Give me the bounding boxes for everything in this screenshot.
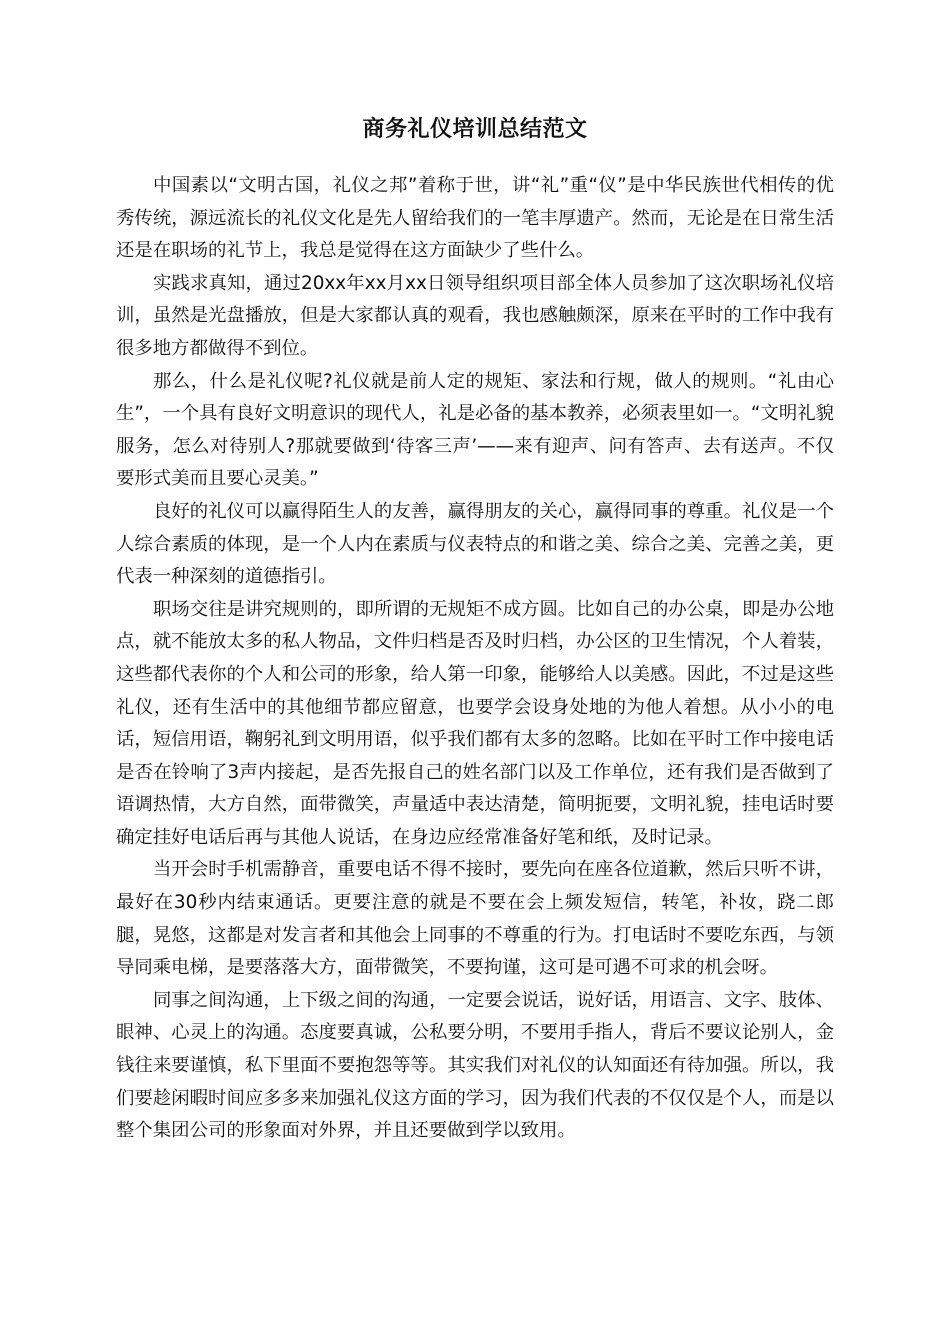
paragraph: 当开会时手机需静音，重要电话不得不接时，要先向在座各位道歉，然后只听不讲，最好在30秒内结束通话。更要注意的就是不要在会上频发短信，转笔，补妆，跷二郎腿，晃悠，这都是对发言者和其他会上同事的不尊重的行为。打电话时不要吃东西，与领导同乘电梯，是要落落大方，面带微笑，不要拘谨，这可是可遇不可求的机会呀。 [116, 859, 834, 979]
paragraph: 同事之间沟通，上下级之间的沟通，一定要会说话，说好话，用语言、文字、肢体、眼神、心灵上的沟通。态度要真诚，公私要分明，不要用手指人，背后不要议论别人，金钱往来要谨慎，私下里面不要抱怨等等。其实我们对礼仪的认知面还有待加强。所以，我们要趁闲暇时间应多多来加强礼仪这方面的学习，因为我们代表的不仅仅是个人，而是以整个集团公司的形象面对外界，并且还要做到学以致用。 [116, 989, 834, 1142]
paragraph: 实践求真知，通过20xx年xx月xx日领导组织项目部全体人员参加了这次职场礼仪培训，虽然是光盘播放，但是大家都认真的观看，我也感触颇深，原来在平时的工作中我有很多地方都做得不到位。 [116, 272, 834, 359]
document-body [116, 170, 834, 1148]
document-title: 商务礼仪培训总结范文 [362, 117, 588, 142]
paragraph: 那么，什么是礼仪呢?礼仪就是前人定的规矩、家法和行规，做人的规则。“礼由心生”，一个具有良好文明意识的现代人，礼是必备的基本教养，必须表里如一。“文明礼貌服务，怎么对待别人?那就要做到‘待客三声’——来有迎声、问有答声、去有送声。不仅要形式美而且要心灵美。” [116, 370, 834, 490]
paragraph: 中国素以“文明古国，礼仪之邦”着称于世，讲“礼”重“仪”是中华民族世代相传的优秀传统，源远流长的礼仪文化是先人留给我们的一笔丰厚遗产。然而，无论是在日常生活还是在职场的礼节上，我总是觉得在这方面缺少了些什么。 [116, 175, 834, 262]
paragraph: 良好的礼仪可以赢得陌生人的友善，赢得朋友的关心，赢得同事的尊重。礼仪是一个人综合素质的体现，是一个人内在素质与仪表特点的和谐之美、综合之美、完善之美，更代表一种深刻的道德指引。 [116, 500, 834, 588]
paragraph: 职场交往是讲究规则的，即所谓的无规矩不成方圆。比如自己的办公桌，即是办公地点，就不能放太多的私人物品，文件归档是否及时归档，办公区的卫生情况，个人着装，这些都代表你的个人和公司的形象，给人第一印象，能够给人以美感。因此，不过是这些礼仪，还有生活中的其他细节都应留意，也要学会设身处地的为他人着想。从小小的电话，短信用语，鞠躬礼到文明用语，似乎我们都有太多的忽略。比如在平时工作中接电话是否在铃响了3声内接起，是否先报自己的姓名部门以及工作单位，还有我们是否做到了语调热情，大方自然，面带微笑，声量适中表达清楚，简明扼要，文明礼貌，挂电话时要确定挂好电话后再与其他人说话，在身边应经常准备好笔和纸，及时记录。 [116, 598, 834, 848]
